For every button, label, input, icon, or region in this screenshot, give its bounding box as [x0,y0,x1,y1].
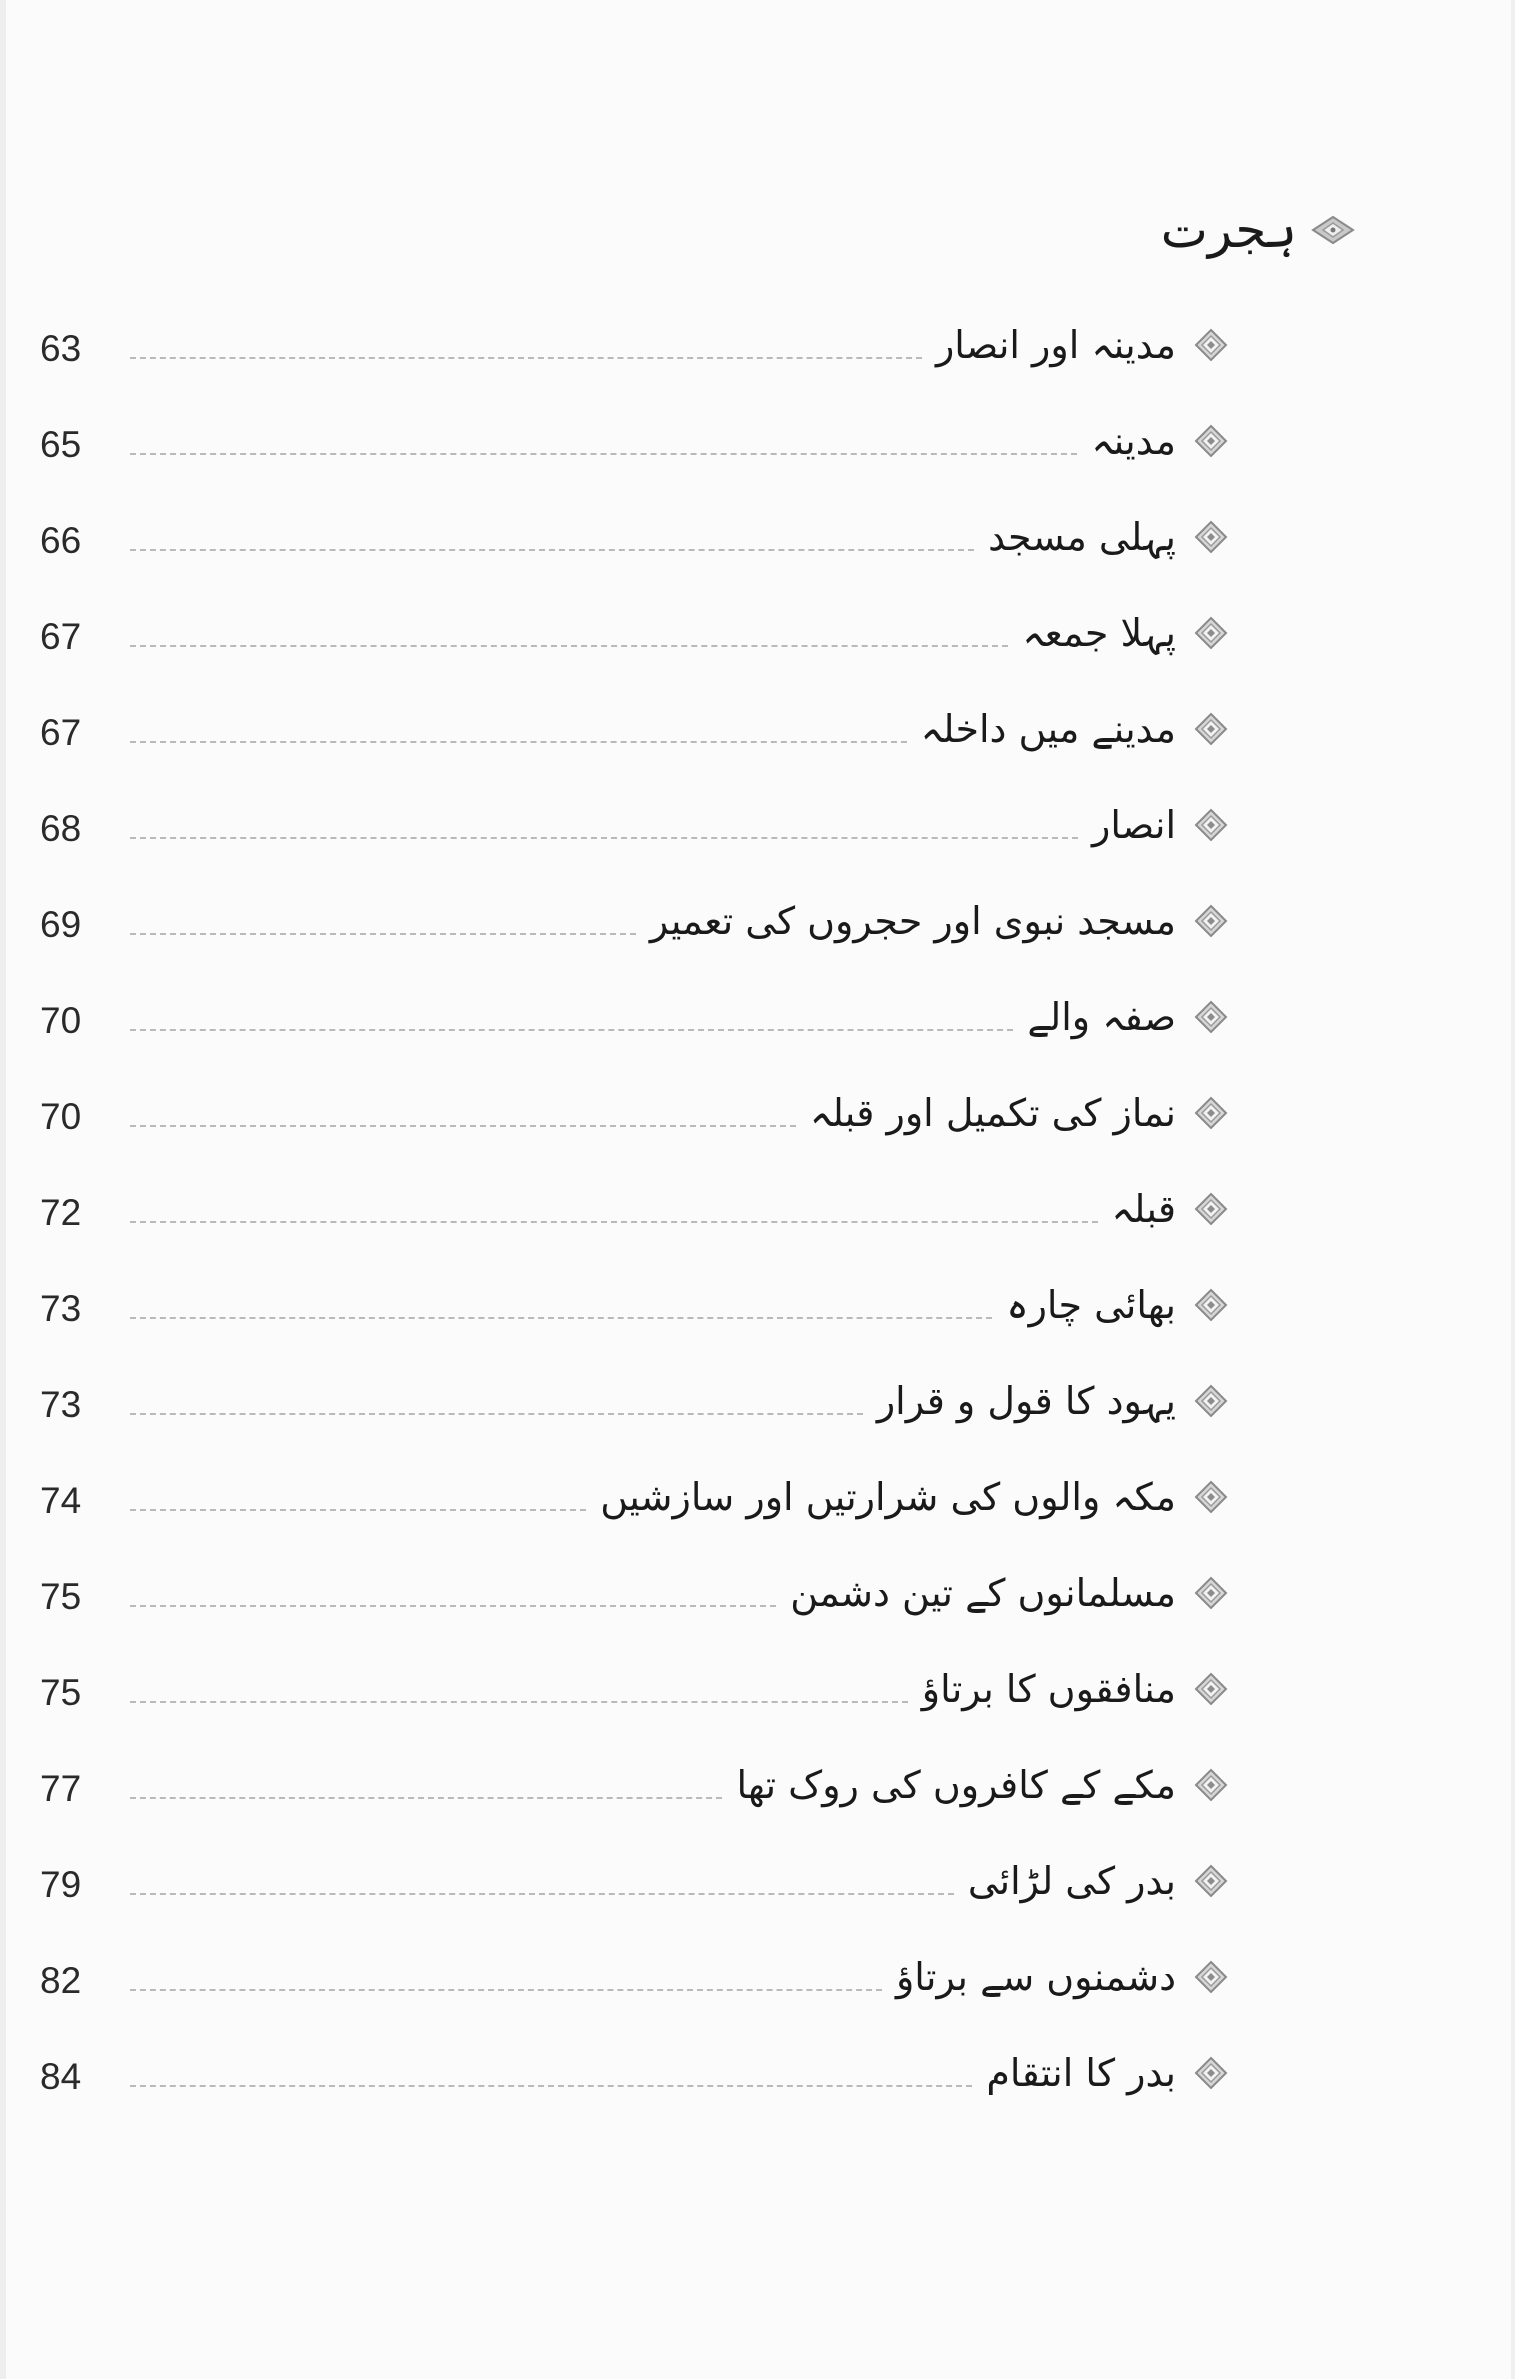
page-number: 70 [40,1096,82,1137]
entry-heading [1083,411,1230,471]
entry-title: بدر کی لڑائی [960,1851,1176,1911]
entry-heading [728,1755,1230,1815]
entry-heading [913,699,1230,759]
dot-leader [130,1509,586,1511]
dot-leader [130,1413,863,1415]
dot-leader [130,933,636,935]
diamond-bullet-icon [1192,710,1230,748]
entry-heading [978,2043,1230,2103]
dot-leader [130,1125,796,1127]
toc-entry[interactable] [0,1745,1515,1841]
dot-leader [130,1029,1013,1031]
section-heading [1161,190,1355,270]
entry-title: مکے کے کافروں کی روک تھا [728,1755,1176,1815]
page-number: 65 [40,424,82,465]
toc-entry[interactable] [0,1073,1515,1169]
entry-title: بدر کا انتقام [978,2043,1176,2103]
entry-heading [1014,603,1230,663]
entry-title: قبلہ [1104,1179,1176,1239]
toc-entry[interactable] [0,1937,1515,2033]
toc-entry[interactable] [0,881,1515,977]
dot-leader [130,1701,908,1703]
toc-entry[interactable] [0,593,1515,689]
entry-title: مسجد نبوی اور حجروں کی تعمیر [642,891,1176,951]
toc-entry[interactable] [0,1457,1515,1553]
entry-title: مکہ والوں کی شرارتیں اور سازشیں [592,1467,1176,1527]
section-title: ہجرت [1160,201,1297,259]
dot-leader [130,741,907,743]
dot-leader [130,837,1078,839]
dot-leader [130,453,1077,455]
entry-title: پہلی مسجد [980,507,1176,567]
page-number: 68 [40,808,82,849]
dot-leader [130,357,922,359]
entry-title: پہلا جمعہ [1014,603,1176,663]
dot-leader [130,1893,954,1895]
dot-leader [130,1797,722,1799]
diamond-bullet-icon [1192,422,1230,460]
table-of-contents [0,305,1515,2129]
diamond-bullet-icon [1192,1766,1230,1804]
entry-title: انصار [1084,795,1176,855]
page-number: 72 [40,1192,82,1233]
toc-entry[interactable] [0,401,1515,497]
diamond-bullet-icon [1192,1862,1230,1900]
entry-heading [888,1947,1230,2007]
toc-entry[interactable] [0,1841,1515,1937]
entry-heading [998,1275,1230,1335]
entry-heading [980,507,1230,567]
page-number: 75 [40,1672,82,1713]
diamond-bullet-icon [1192,1286,1230,1324]
entry-heading [928,315,1230,375]
dot-leader [130,1317,992,1319]
page-number: 63 [40,328,82,369]
toc-entry[interactable] [0,1649,1515,1745]
dot-leader [130,2085,972,2087]
page-number: 75 [40,1576,82,1617]
diamond-bullet-icon [1192,614,1230,652]
diamond-ornament-icon [1311,208,1355,252]
diamond-bullet-icon [1192,902,1230,940]
entry-title: بھائی چارہ [998,1275,1176,1335]
entry-heading [802,1083,1230,1143]
entry-heading [914,1659,1230,1719]
page-number: 66 [40,520,82,561]
diamond-bullet-icon [1192,998,1230,1036]
entry-title: مدینہ اور انصار [928,315,1176,375]
toc-entry[interactable] [0,2033,1515,2129]
entry-heading [1084,795,1230,855]
entry-heading [869,1371,1230,1431]
entry-heading [960,1851,1230,1911]
toc-entry[interactable] [0,785,1515,881]
dot-leader [130,1221,1098,1223]
entry-heading [782,1563,1230,1623]
page-number: 77 [40,1768,82,1809]
page-number: 69 [40,904,82,945]
diamond-bullet-icon [1192,1574,1230,1612]
entry-heading [642,891,1230,951]
toc-entry[interactable] [0,497,1515,593]
entry-title: صفہ والے [1019,987,1176,1047]
entry-title: مدینے میں داخلہ [913,699,1176,759]
diamond-bullet-icon [1192,1190,1230,1228]
dot-leader [130,1605,776,1607]
toc-entry[interactable] [0,689,1515,785]
toc-entry[interactable] [0,305,1515,401]
diamond-bullet-icon [1192,1382,1230,1420]
diamond-bullet-icon [1192,806,1230,844]
page-number: 67 [40,616,82,657]
entry-title: مسلمانوں کے تین دشمن [782,1563,1176,1623]
entry-title: دشمنوں سے برتاؤ [888,1947,1176,2007]
entry-title: یہود کا قول و قرار [869,1371,1176,1431]
diamond-bullet-icon [1192,518,1230,556]
dot-leader [130,645,1008,647]
diamond-bullet-icon [1192,1670,1230,1708]
entry-heading [1104,1179,1230,1239]
toc-entry[interactable] [0,1553,1515,1649]
page-number: 79 [40,1864,82,1905]
page-number: 67 [40,712,82,753]
page-number: 73 [40,1384,82,1425]
page-number: 74 [40,1480,82,1521]
page-number: 84 [40,2056,82,2097]
entry-title: منافقوں کا برتاؤ [914,1659,1176,1719]
diamond-bullet-icon [1192,2054,1230,2092]
dot-leader [130,1989,882,1991]
diamond-bullet-icon [1192,326,1230,364]
toc-entry[interactable] [0,1169,1515,1265]
toc-entry[interactable] [0,1361,1515,1457]
entry-title: مدینہ [1083,411,1176,471]
diamond-bullet-icon [1192,1958,1230,1996]
dot-leader [130,549,974,551]
page-number: 70 [40,1000,82,1041]
toc-entry[interactable] [0,1265,1515,1361]
entry-title: نماز کی تکمیل اور قبلہ [802,1083,1176,1143]
entry-heading [592,1467,1230,1527]
page-number: 82 [40,1960,82,2001]
entry-heading [1019,987,1230,1047]
diamond-bullet-icon [1192,1094,1230,1132]
toc-entry[interactable] [0,977,1515,1073]
page-number: 73 [40,1288,82,1329]
diamond-bullet-icon [1192,1478,1230,1516]
